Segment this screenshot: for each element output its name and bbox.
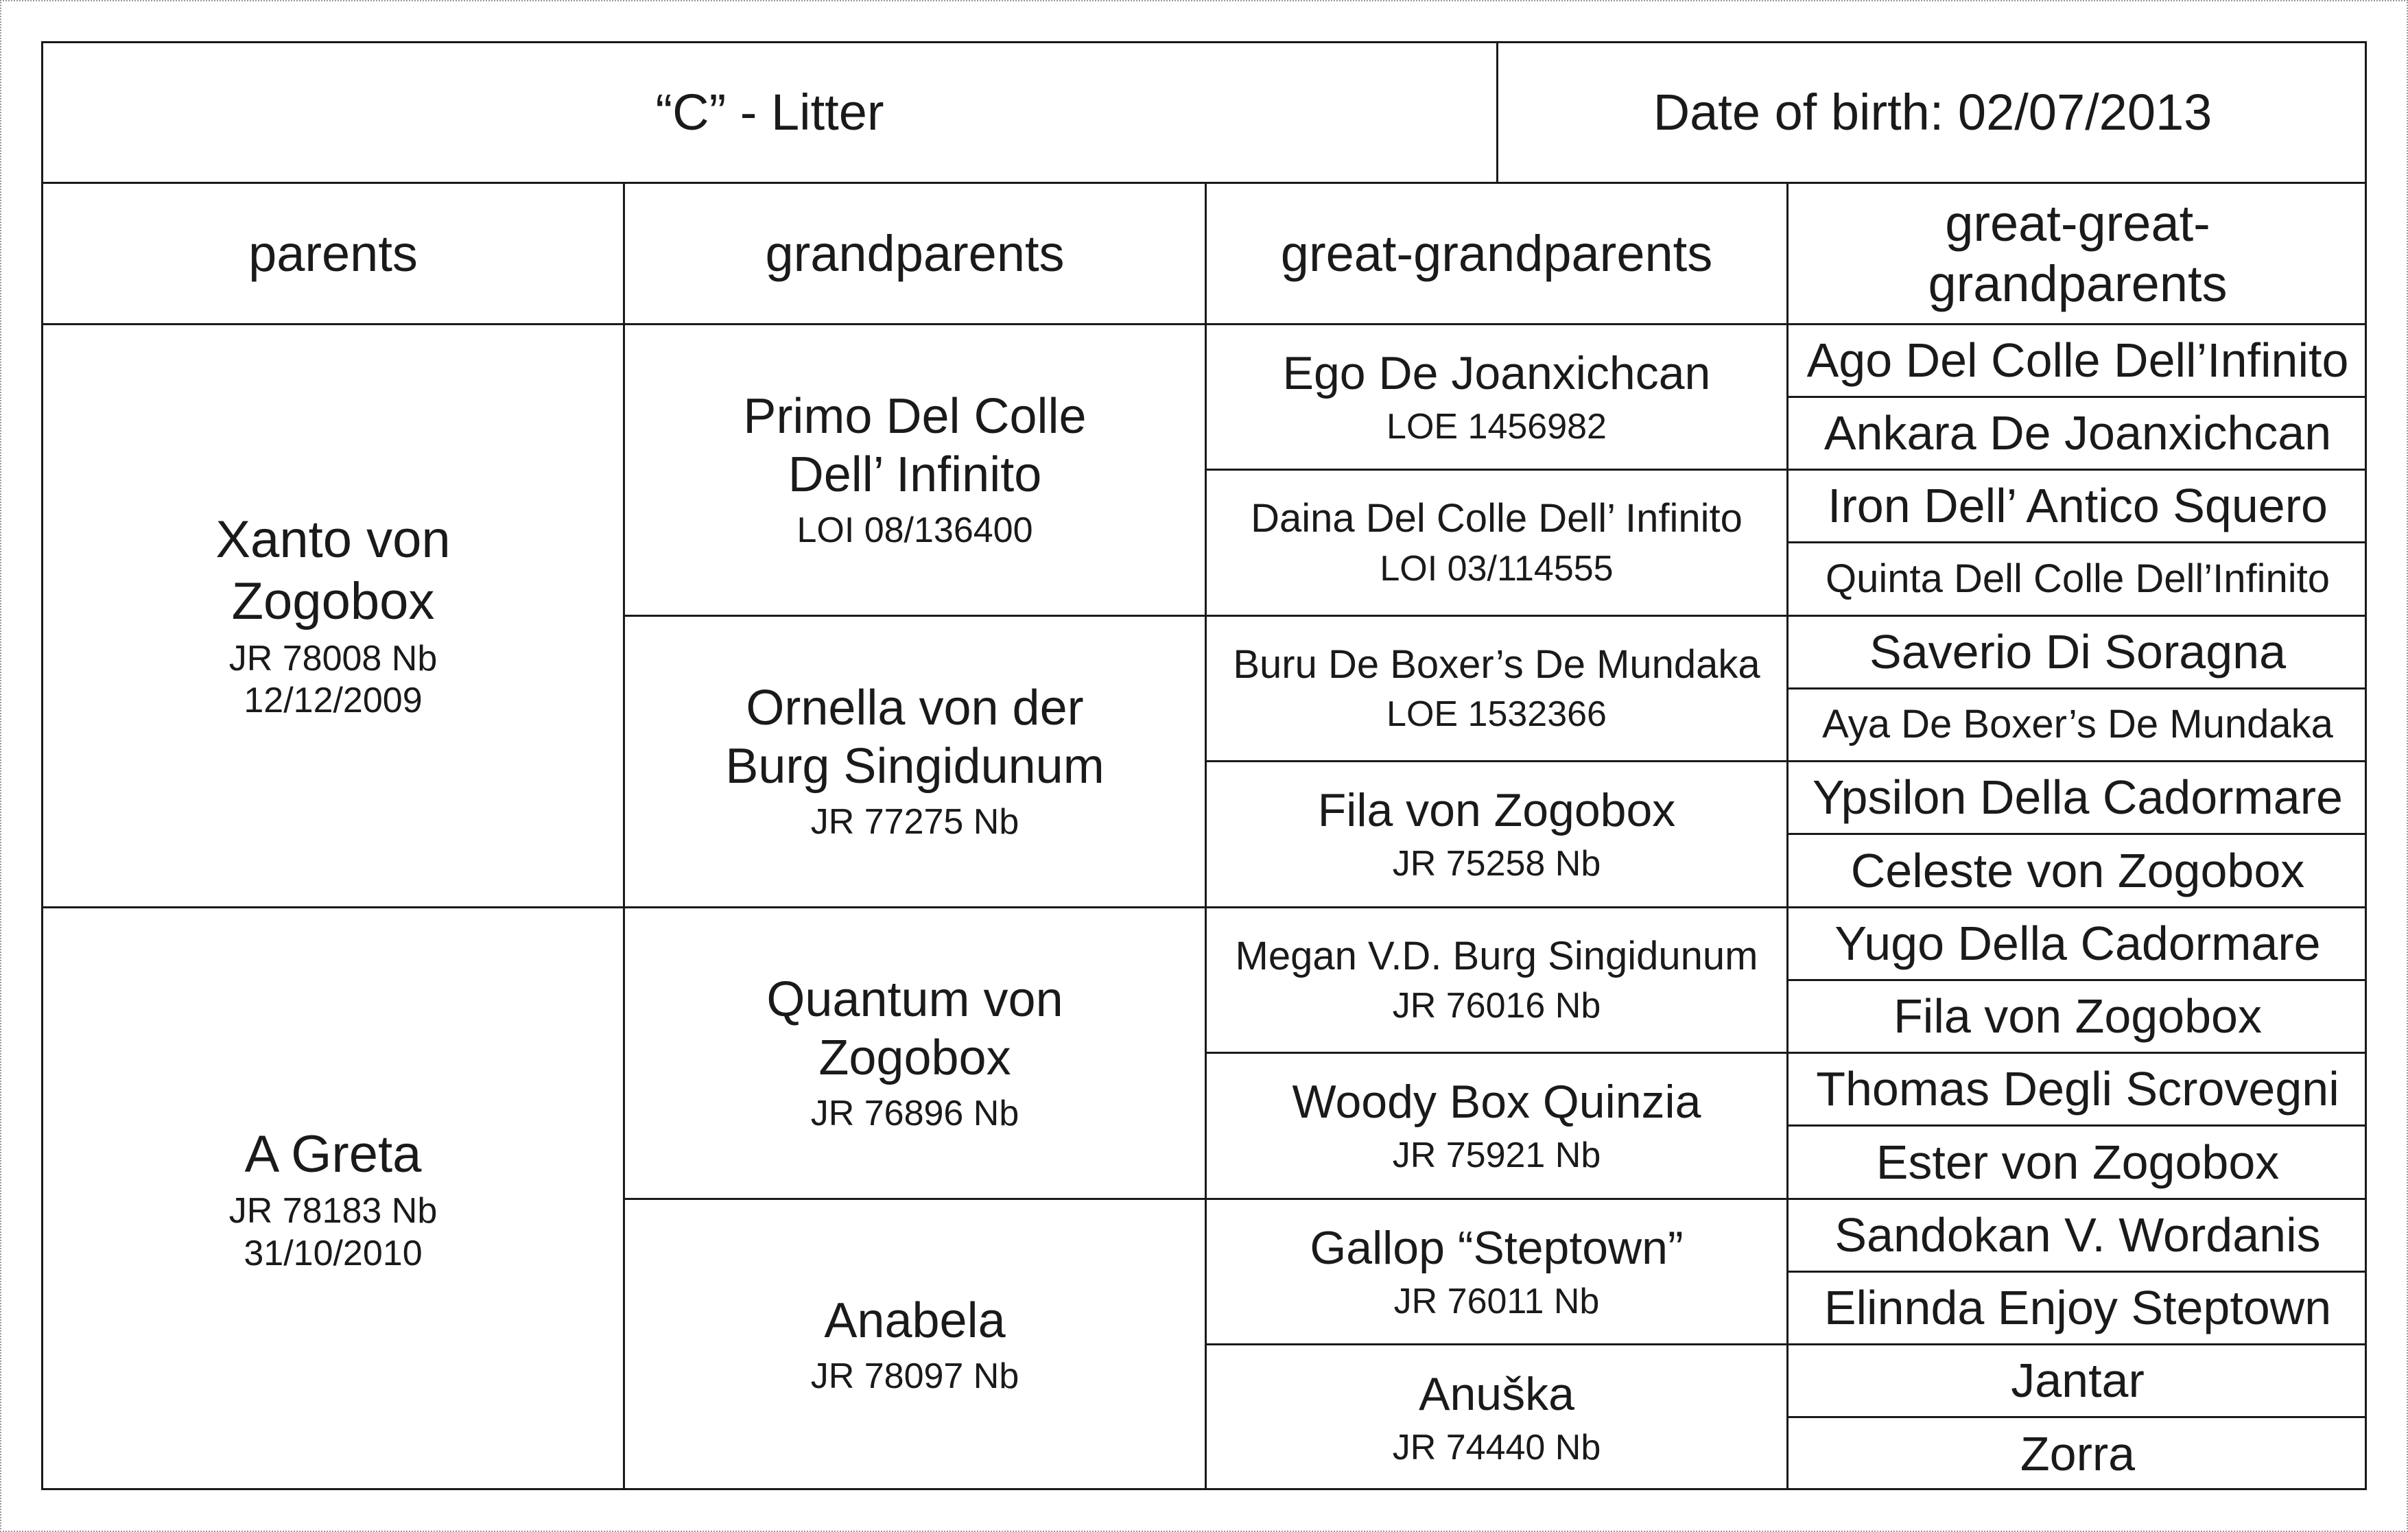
gg-grandparent-name: Elinnda Enjoy Steptown bbox=[1823, 1281, 2332, 1335]
gg-grandparent-name: Aya De Boxer’s De Mundaka bbox=[1822, 702, 2333, 747]
great-grandparent-registration: LOE 1456982 bbox=[1386, 406, 1607, 447]
great-grandparent-name: Megan V.D. Burg Singidunum bbox=[1235, 933, 1758, 978]
great-grandparent-5 bbox=[1207, 908, 1789, 1054]
grandparent-registration: JR 77275 Nb bbox=[810, 802, 1019, 842]
great-grandparent-name: Fila von Zogobox bbox=[1317, 784, 1676, 837]
great-grandparent-name: Ego De Joanxichcan bbox=[1282, 346, 1711, 399]
gg-grandparent-9 bbox=[1789, 908, 2367, 981]
gg-grandparent-8 bbox=[1789, 835, 2367, 908]
header-parents-text: parents bbox=[248, 224, 418, 282]
gg-grandparent-name: Thomas Degli Scrovegni bbox=[1816, 1062, 2339, 1116]
great-grandparent-name: Buru De Boxer’s De Mundaka bbox=[1233, 641, 1760, 687]
great-grandparent-registration: JR 74440 Nb bbox=[1392, 1427, 1601, 1468]
gg-grandparent-name: Fila von Zogobox bbox=[1893, 989, 2262, 1044]
header-grandparents-text: grandparents bbox=[765, 224, 1065, 282]
gg-grandparent-7 bbox=[1789, 762, 2367, 835]
gg-grandparent-1 bbox=[1789, 325, 2367, 398]
great-grandparent-name: Daina Del Colle Dell’ Infinito bbox=[1251, 496, 1743, 541]
gg-grandparent-4 bbox=[1789, 543, 2367, 617]
litter-title-text: “C” - Litter bbox=[655, 84, 884, 141]
grandparent-name-line: Burg Singidunum bbox=[725, 739, 1105, 794]
parent-name-line: Zogobox bbox=[231, 572, 435, 631]
gg-grandparent-5 bbox=[1789, 617, 2367, 690]
gg-grandparent-13 bbox=[1789, 1200, 2367, 1273]
great-grandparent-name: Gallop “Steptown” bbox=[1310, 1221, 1684, 1274]
gg-grandparent-name: Zorra bbox=[2020, 1427, 2136, 1481]
great-grandparent-registration: LOE 1532366 bbox=[1386, 694, 1607, 735]
gg-grandparent-name: Iron Dell’ Antico Squero bbox=[1828, 479, 2328, 533]
grandparent-registration: JR 76896 Nb bbox=[810, 1094, 1019, 1134]
gg-grandparent-name: Jantar bbox=[2011, 1354, 2145, 1408]
great-grandparent-4 bbox=[1207, 762, 1789, 908]
gg-grandparent-11 bbox=[1789, 1054, 2367, 1127]
gg-grandparent-name: Ester von Zogobox bbox=[1876, 1135, 2280, 1189]
date-of-birth-text: Date of birth: 02/07/2013 bbox=[1653, 84, 2212, 141]
header-great-grandparents bbox=[1207, 184, 1789, 325]
header-great-grandparents-text: great-grandparents bbox=[1280, 224, 1713, 282]
grandparent-name-line: Ornella von der bbox=[746, 681, 1084, 736]
grandparent-registration: LOI 08/136400 bbox=[796, 510, 1033, 551]
header-ggg-line2: grandparents bbox=[1928, 255, 2228, 312]
date-of-birth bbox=[1498, 43, 2367, 184]
gg-grandparent-name: Quinta Dell Colle Dell’Infinito bbox=[1826, 556, 2330, 601]
grandparent-3 bbox=[625, 908, 1207, 1200]
gg-grandparent-15 bbox=[1789, 1345, 2367, 1418]
great-grandparent-registration: JR 75921 Nb bbox=[1392, 1135, 1601, 1176]
parent-registration: JR 78008 Nb bbox=[228, 638, 438, 679]
great-grandparent-6 bbox=[1207, 1054, 1789, 1200]
grandparent-registration: JR 78097 Nb bbox=[810, 1356, 1019, 1397]
gg-grandparent-14 bbox=[1789, 1273, 2367, 1345]
parent-birth-date: 12/12/2009 bbox=[244, 681, 423, 721]
gg-grandparent-16 bbox=[1789, 1418, 2367, 1490]
pedigree-table bbox=[41, 41, 2367, 1490]
gg-grandparent-10 bbox=[1789, 981, 2367, 1054]
great-grandparent-registration: LOI 03/114555 bbox=[1380, 548, 1614, 589]
great-grandparent-registration: JR 76016 Nb bbox=[1392, 986, 1601, 1026]
great-grandparent-name: Woody Box Quinzia bbox=[1292, 1076, 1701, 1129]
great-grandparent-8 bbox=[1207, 1345, 1789, 1490]
parent-sire bbox=[43, 325, 625, 908]
gg-grandparent-6 bbox=[1789, 690, 2367, 762]
gg-grandparent-name: Ypsilon Della Cadormare bbox=[1813, 770, 2343, 825]
grandparent-name-line: Quantum von bbox=[766, 972, 1063, 1028]
parent-birth-date: 31/10/2010 bbox=[244, 1233, 423, 1273]
header-great-great-grandparents bbox=[1789, 184, 2367, 325]
header-ggg-line1: great-great- bbox=[1945, 195, 2210, 252]
grandparent-name-line: Anabela bbox=[824, 1293, 1006, 1349]
great-grandparent-1 bbox=[1207, 325, 1789, 471]
parent-name-line: Xanto von bbox=[215, 510, 451, 569]
gg-grandparent-name: Ankara De Joanxichcan bbox=[1823, 406, 2332, 460]
grandparent-4 bbox=[625, 1200, 1207, 1490]
header-grandparents bbox=[625, 184, 1207, 325]
gg-grandparent-name: Yugo Della Cadormare bbox=[1834, 917, 2321, 971]
great-grandparent-name: Anuška bbox=[1419, 1367, 1574, 1420]
parent-registration: JR 78183 Nb bbox=[228, 1191, 438, 1232]
grandparent-name-line: Dell’ Infinito bbox=[788, 447, 1042, 503]
parent-name-line: A Greta bbox=[244, 1124, 422, 1183]
grandparent-2 bbox=[625, 617, 1207, 908]
great-grandparent-registration: JR 75258 Nb bbox=[1392, 844, 1601, 884]
gg-grandparent-name: Sandokan V. Wordanis bbox=[1834, 1208, 2321, 1262]
gg-grandparent-12 bbox=[1789, 1127, 2367, 1200]
great-grandparent-registration: JR 76011 Nb bbox=[1393, 1281, 1600, 1321]
litter-title bbox=[43, 43, 1498, 184]
gg-grandparent-3 bbox=[1789, 471, 2367, 543]
gg-grandparent-name: Ago Del Colle Dell’Infinito bbox=[1806, 333, 2349, 388]
gg-grandparent-2 bbox=[1789, 398, 2367, 471]
grandparent-1 bbox=[625, 325, 1207, 617]
great-grandparent-7 bbox=[1207, 1200, 1789, 1345]
header-parents bbox=[43, 184, 625, 325]
gg-grandparent-name: Celeste von Zogobox bbox=[1850, 843, 2305, 897]
great-grandparent-3 bbox=[1207, 617, 1789, 762]
grandparent-name-line: Primo Del Colle bbox=[743, 389, 1087, 445]
great-grandparent-2 bbox=[1207, 471, 1789, 617]
gg-grandparent-name: Saverio Di Soragna bbox=[1869, 625, 2286, 679]
grandparent-name-line: Zogobox bbox=[818, 1030, 1011, 1086]
parent-dam bbox=[43, 908, 625, 1490]
